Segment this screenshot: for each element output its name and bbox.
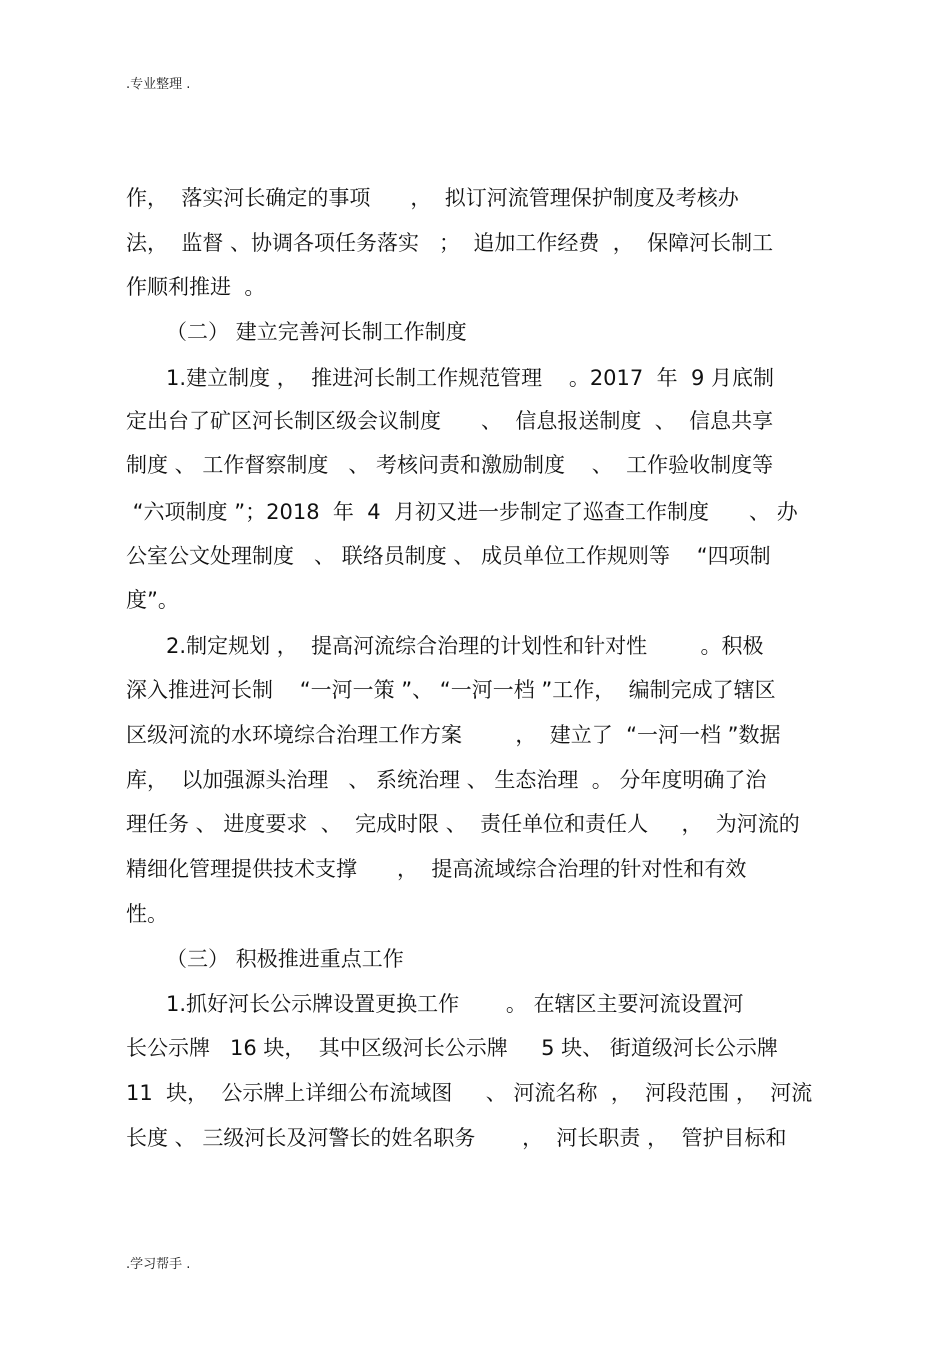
section-heading: （二） 建立完善河长制工作制度 bbox=[126, 320, 467, 344]
section-heading: （三） 积极推进重点工作 bbox=[126, 947, 404, 971]
text-line: 性。 bbox=[126, 902, 168, 926]
text-line: 1.建立制度 ， 推进河长制工作规范管理 。2017 年 9 月底制 bbox=[126, 366, 774, 390]
page-header: .专业整理 . bbox=[126, 77, 191, 92]
text-line: 度”。 bbox=[126, 588, 179, 612]
text-line: 定出台了矿区河长制区级会议制度 、 信息报送制度 、 信息共享 bbox=[126, 409, 774, 433]
text-line: 1.抓好河长公示牌设置更换工作 。 在辖区主要河流设置河 bbox=[126, 992, 744, 1016]
text-line: 精细化管理提供技术支撑 ， 提高流域综合治理的针对性和有效 bbox=[126, 857, 747, 881]
text-line: 理任务 、 进度要求 、 完成时限 、 责任单位和责任人 ， 为河流的 bbox=[126, 812, 800, 836]
text-line: 作顺利推进 。 bbox=[126, 275, 266, 299]
text-line: 库， 以加强源头治理 、 系统治理 、 生态治理 。 分年度明确了治 bbox=[126, 768, 767, 792]
text-line: 作， 落实河长确定的事项 ， 拟订河流管理保护制度及考核办 bbox=[126, 186, 739, 210]
page-footer: .学习帮手 . bbox=[126, 1257, 191, 1272]
text-line: 长度 、 三级河长及河警长的姓名职务 ， 河长职责 ， 管护目标和 bbox=[126, 1126, 787, 1150]
text-line: 公室公文处理制度 、 联络员制度 、 成员单位工作规则等 “四项制 bbox=[126, 544, 771, 568]
text-line: 11 块， 公示牌上详细公布流域图 、 河流名称 ， 河段范围 ， 河流 bbox=[126, 1081, 813, 1105]
text-line: 制度 、 工作督察制度 、 考核问责和激励制度 、 工作验收制度等 bbox=[126, 453, 774, 477]
text-line: 2.制定规划 ， 提高河流综合治理的计划性和针对性 。积极 bbox=[126, 634, 764, 658]
text-line: “六项制度 ”；2018 年 4 月初又进一步制定了巡查工作制度 、 办 bbox=[126, 500, 798, 524]
text-line: 深入推进河长制 “一河一策 ”、 “一河一档 ”工作， 编制完成了辖区 bbox=[126, 678, 776, 702]
text-line: 法， 监督 、协调各项任务落实 ； 追加工作经费 ， 保障河长制工 bbox=[126, 231, 774, 255]
text-line: 区级河流的水环境综合治理工作方案 ， 建立了 “一河一档 ”数据 bbox=[126, 723, 781, 747]
text-line: 长公示牌 16 块， 其中区级河长公示牌 5 块、 街道级河长公示牌 bbox=[126, 1036, 778, 1060]
